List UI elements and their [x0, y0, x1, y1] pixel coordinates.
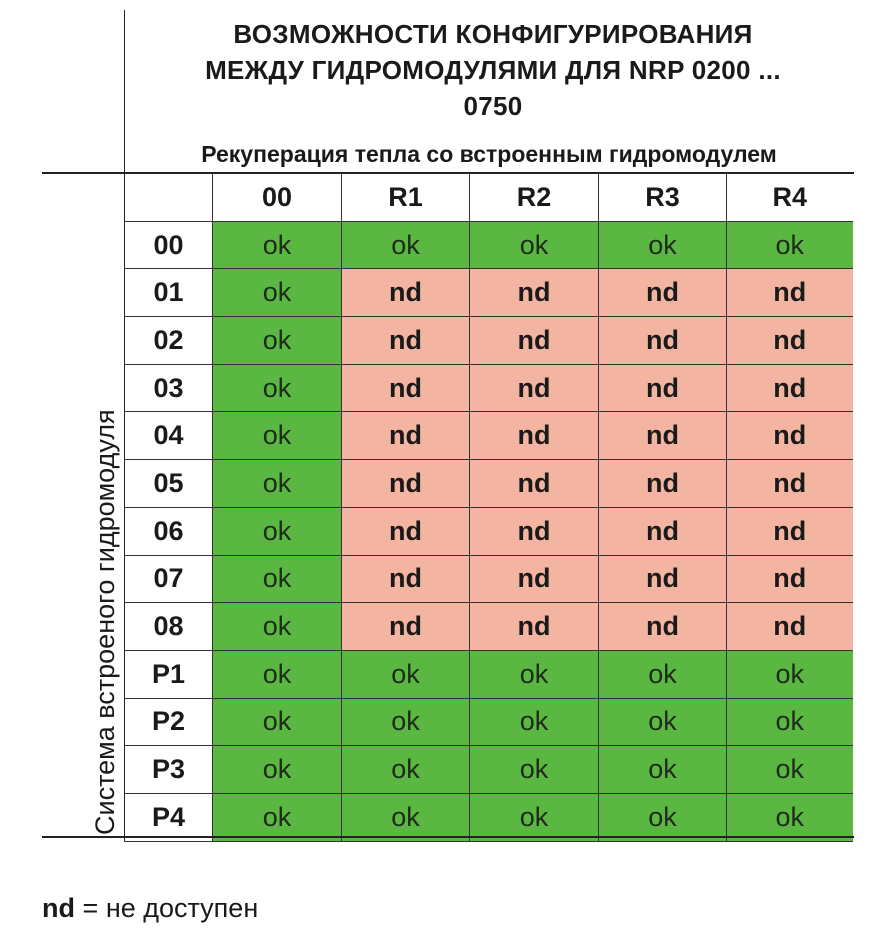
status-cell-ok: ok [342, 221, 470, 269]
table-row [125, 603, 853, 651]
status-cell-nd: nd [599, 269, 727, 317]
legend-equals: = [82, 893, 99, 923]
status-cell-ok: ok [727, 221, 853, 269]
legend-meaning: не доступен [105, 893, 259, 923]
status-cell-ok: ok [599, 698, 727, 746]
status-cell-ok: ok [342, 650, 470, 698]
status-cell-nd: nd [599, 317, 727, 365]
status-cell-ok: ok [599, 221, 727, 269]
status-cell-nd: nd [470, 603, 599, 651]
status-cell-nd: nd [470, 555, 599, 603]
status-cell-nd: nd [599, 412, 727, 460]
table-row [125, 317, 853, 365]
header-row [125, 174, 853, 221]
corner-cell [125, 174, 213, 221]
status-cell-nd: nd [342, 317, 470, 365]
row-header: 05 [125, 460, 213, 508]
status-cell-ok: ok [213, 746, 342, 794]
status-cell-nd: nd [727, 317, 853, 365]
status-cell-ok: ok [213, 555, 342, 603]
status-cell-ok: ok [213, 507, 342, 555]
status-cell-nd: nd [342, 555, 470, 603]
status-cell-nd: nd [342, 603, 470, 651]
row-header: 02 [125, 317, 213, 365]
status-cell-nd: nd [470, 460, 599, 508]
status-cell-ok: ok [213, 269, 342, 317]
status-cell-nd: nd [470, 507, 599, 555]
status-cell-nd: nd [470, 364, 599, 412]
status-cell-ok: ok [599, 650, 727, 698]
status-cell-ok: ok [213, 412, 342, 460]
column-header: R4 [727, 174, 853, 221]
status-cell-nd: nd [342, 460, 470, 508]
column-header: R1 [342, 174, 470, 221]
title-line-1: ВОЗМОЖНОСТИ КОНФИГУРИРОВАНИЯ [233, 19, 753, 49]
status-cell-nd: nd [727, 412, 853, 460]
status-cell-ok: ok [342, 746, 470, 794]
status-cell-ok: ok [470, 746, 599, 794]
status-cell-ok: ok [470, 793, 599, 841]
status-cell-nd: nd [342, 507, 470, 555]
status-cell-nd: nd [599, 603, 727, 651]
status-cell-nd: nd [470, 317, 599, 365]
status-cell-nd: nd [342, 364, 470, 412]
table-row [125, 221, 853, 269]
status-cell-nd: nd [470, 412, 599, 460]
table-row [125, 460, 853, 508]
status-cell-nd: nd [727, 603, 853, 651]
table-row [125, 793, 853, 841]
legend-term: nd [42, 893, 75, 923]
table-subtitle: Рекуперация тепла со встроенным гидромодулем [201, 141, 777, 167]
column-header: R3 [599, 174, 727, 221]
status-cell-ok: ok [342, 698, 470, 746]
table-row [125, 555, 853, 603]
status-cell-ok: ok [342, 793, 470, 841]
status-cell-ok: ok [470, 221, 599, 269]
row-header: 01 [125, 269, 213, 317]
column-header: R2 [470, 174, 599, 221]
status-cell-nd: nd [727, 555, 853, 603]
row-header: 00 [125, 221, 213, 269]
table-row [125, 746, 853, 794]
status-cell-nd: nd [599, 364, 727, 412]
row-axis-label: Система встроеного гидромодуля [90, 409, 120, 835]
row-header: P3 [125, 746, 213, 794]
status-cell-nd: nd [727, 269, 853, 317]
status-cell-ok: ok [727, 650, 853, 698]
table-row [125, 507, 853, 555]
status-cell-nd: nd [727, 507, 853, 555]
table-body [125, 221, 853, 841]
legend [42, 890, 258, 926]
row-header: P2 [125, 698, 213, 746]
row-header: P1 [125, 650, 213, 698]
status-cell-nd: nd [727, 460, 853, 508]
status-cell-ok: ok [599, 746, 727, 794]
status-cell-nd: nd [599, 507, 727, 555]
row-header: 06 [125, 507, 213, 555]
row-header: P4 [125, 793, 213, 841]
status-cell-nd: nd [727, 364, 853, 412]
title-line-2: МЕЖДУ ГИДРОМОДУЛЯМИ ДЛЯ NRP 0200 ... [205, 55, 781, 85]
row-header: 07 [125, 555, 213, 603]
status-cell-nd: nd [342, 412, 470, 460]
status-cell-ok: ok [213, 698, 342, 746]
table-bottom-rule [42, 836, 854, 838]
status-cell-nd: nd [599, 460, 727, 508]
table-row [125, 412, 853, 460]
status-cell-ok: ok [213, 221, 342, 269]
status-cell-ok: ok [727, 746, 853, 794]
status-cell-ok: ok [213, 317, 342, 365]
table-row [125, 650, 853, 698]
status-cell-ok: ok [213, 793, 342, 841]
row-header: 03 [125, 364, 213, 412]
status-cell-nd: nd [470, 269, 599, 317]
status-cell-ok: ok [213, 650, 342, 698]
compatibility-table [124, 174, 853, 842]
table-row [125, 269, 853, 317]
title-line-3: 0750 [463, 91, 523, 121]
status-cell-ok: ok [727, 698, 853, 746]
table-row [125, 698, 853, 746]
status-cell-ok: ok [470, 650, 599, 698]
column-header: 00 [213, 174, 342, 221]
page-title [140, 16, 846, 124]
status-cell-ok: ok [213, 460, 342, 508]
row-header: 08 [125, 603, 213, 651]
status-cell-ok: ok [213, 364, 342, 412]
status-cell-nd: nd [599, 555, 727, 603]
status-cell-ok: ok [599, 793, 727, 841]
status-cell-nd: nd [342, 269, 470, 317]
status-cell-ok: ok [727, 793, 853, 841]
status-cell-ok: ok [213, 603, 342, 651]
table-row [125, 364, 853, 412]
row-header: 04 [125, 412, 213, 460]
status-cell-ok: ok [470, 698, 599, 746]
